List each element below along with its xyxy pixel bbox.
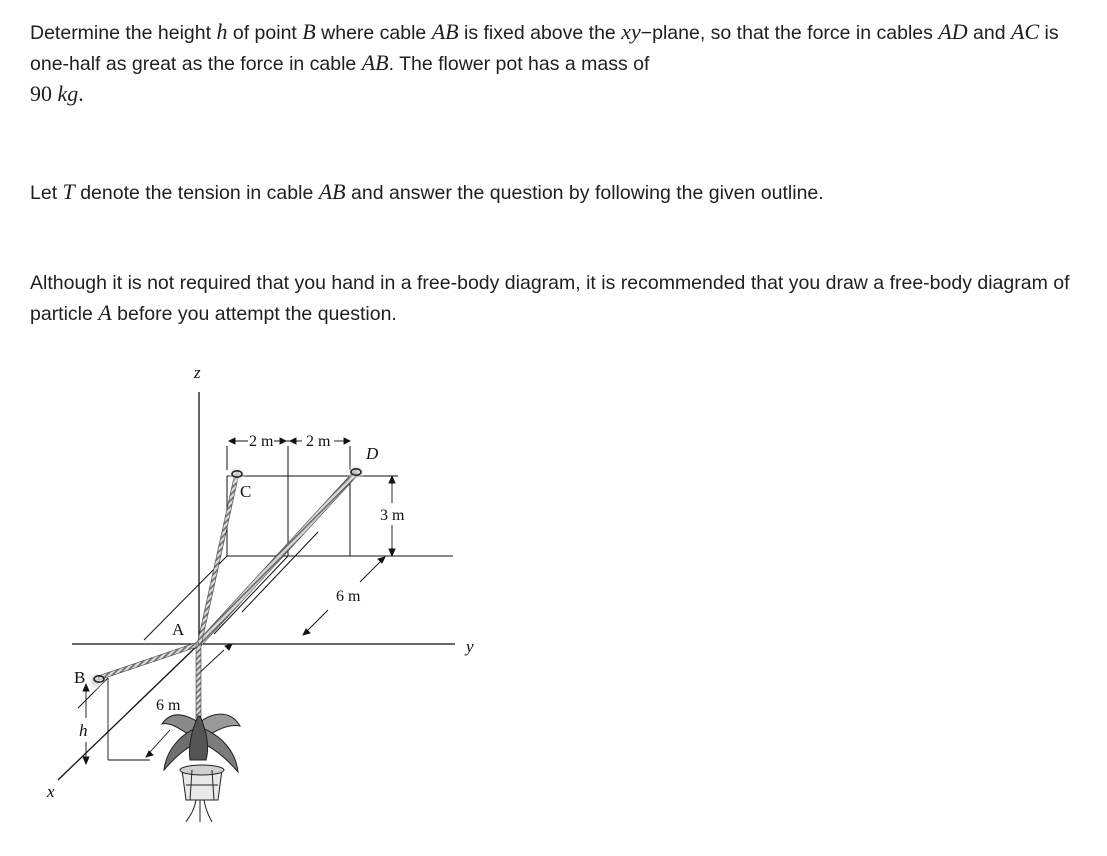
fbd-note: Although it is not required that you hand in a free-body diagram, it is recommended that you draw a free-body diagram of particle A before you attempt the question. bbox=[30, 272, 1070, 325]
label-c: C bbox=[240, 482, 252, 501]
dim-6m-x: 6 m bbox=[156, 697, 181, 714]
cable-pot bbox=[196, 644, 201, 722]
label-z: z bbox=[194, 363, 201, 382]
mass-unit: kg bbox=[57, 81, 79, 106]
var-t: T bbox=[62, 179, 75, 204]
var-ab: AB bbox=[431, 19, 459, 44]
label-b: B bbox=[74, 668, 86, 687]
back-plane bbox=[144, 446, 453, 640]
var-ab-2: AB bbox=[361, 50, 389, 75]
dim-2m-a: 2 m bbox=[249, 433, 274, 450]
anchors bbox=[85, 462, 366, 692]
dim-3m: 3 m bbox=[380, 507, 405, 524]
flower-pot bbox=[162, 714, 240, 822]
mass-value: 90 bbox=[30, 81, 58, 106]
var-ab-3: AB bbox=[318, 179, 346, 204]
dim-2m-b: 2 m bbox=[306, 433, 331, 450]
cable-ad bbox=[197, 471, 357, 646]
dim-6m-y: 6 m bbox=[336, 588, 361, 605]
label-y: y bbox=[466, 637, 474, 656]
var-h: h bbox=[216, 19, 228, 44]
axes bbox=[58, 392, 455, 780]
label-d: D bbox=[366, 444, 379, 463]
instruction-text: Let T denote the tension in cable AB and answer the question by following the given outline. bbox=[30, 179, 824, 204]
cables bbox=[98, 471, 357, 722]
cable-ab bbox=[98, 642, 200, 680]
var-a: A bbox=[98, 300, 112, 325]
var-ac: AC bbox=[1011, 19, 1040, 44]
label-a: A bbox=[172, 620, 185, 639]
label-x: x bbox=[47, 782, 55, 801]
var-b: B bbox=[302, 19, 316, 44]
var-ad: AD bbox=[938, 19, 968, 44]
cable-diagram bbox=[0, 350, 500, 850]
var-xy: xy bbox=[621, 19, 641, 44]
problem-statement: Determine the height h of point B where cable AB is fixed above the xy−plane, so that the force in cables AD and AC is one-half as great as the force in cable AB. The flower pot has a mass of 90 kg. bbox=[30, 19, 1059, 106]
label-h: h bbox=[79, 721, 88, 740]
